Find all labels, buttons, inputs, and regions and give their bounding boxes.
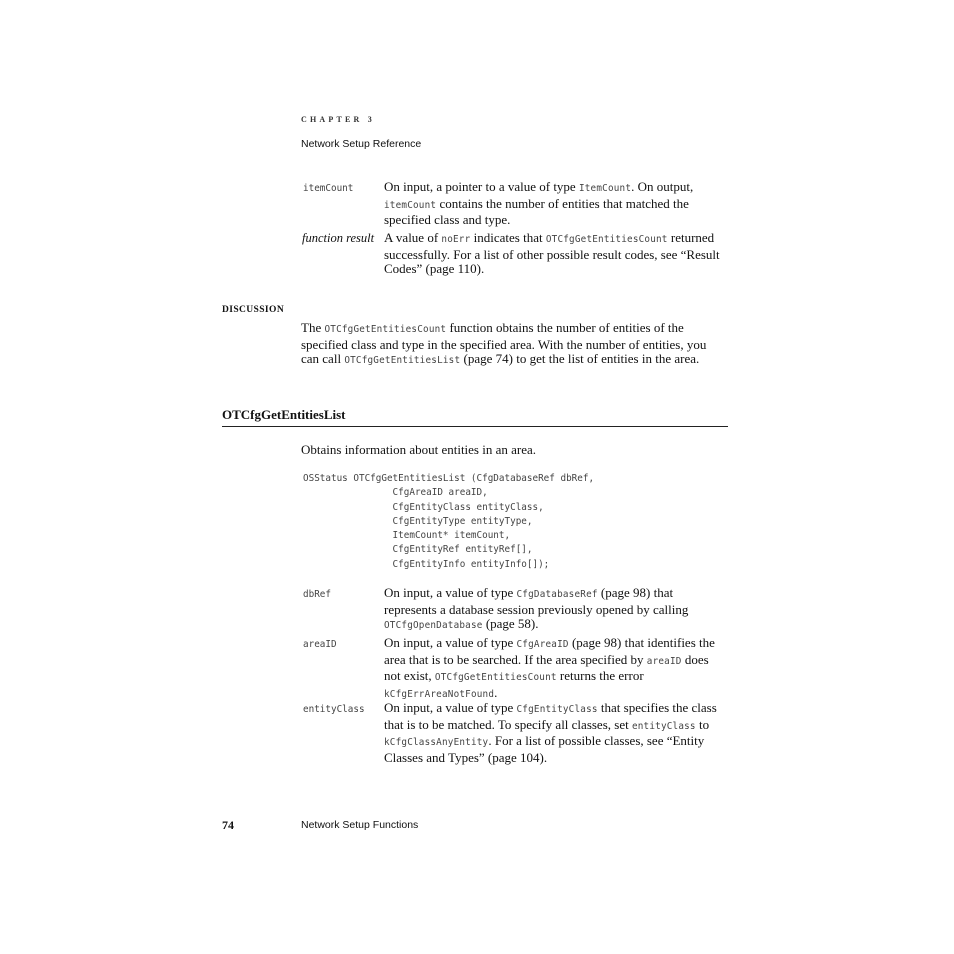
text-run: A value of — [384, 230, 442, 245]
section-summary: Obtains information about entities in an area. — [301, 442, 537, 457]
text-run: . — [494, 684, 498, 700]
code-line: CfgEntityRef entityRef[], — [303, 544, 533, 556]
param-name-entityclass: entityClass — [303, 704, 365, 715]
param-desc-itemcount — [384, 180, 726, 228]
param-name-areaid: areaID — [303, 639, 337, 650]
discussion-heading: DISCUSSION — [222, 305, 285, 315]
text-run: to — [695, 716, 710, 732]
discussion-text — [301, 321, 725, 369]
text-run: returns the error — [556, 668, 644, 684]
text-run: On input, a value of type — [384, 585, 517, 600]
text-run: . For a list of possible classes, see “Entity Classes and Types” (page 104). — [384, 733, 705, 765]
code-line: CfgAreaID areaID, — [303, 487, 488, 499]
text-run: (page 98) that represents a database session previously opened by calling — [384, 585, 689, 617]
inline-code: OTCfgGetEntitiesCount — [434, 672, 557, 684]
text-run: contains the number of entities that matched the specified class and type. — [384, 195, 689, 228]
code-line: CfgEntityInfo entityInfo[]); — [303, 558, 550, 570]
inline-code: kCfgClassAnyEntity — [384, 737, 489, 749]
inline-code: noErr — [441, 234, 471, 245]
text-run: The — [301, 320, 325, 335]
code-line: CfgEntityType entityType, — [303, 515, 533, 527]
inline-code: CfgAreaID — [516, 639, 569, 650]
inline-code: entityClass — [631, 720, 696, 732]
text-run: returned successfully. For a list of other possible result codes, see “Result Codes” (page 110). — [384, 230, 720, 277]
text-run: On input, a value of type — [384, 635, 517, 650]
chapter-label: CHAPTER 3 — [301, 115, 375, 124]
inline-code: OTCfgOpenDatabase — [384, 620, 483, 632]
text-run: function obtains the number of entities of the specified class and type in the specified area. With the number of entities, you can call — [301, 320, 707, 367]
text-run: (page 58). — [482, 616, 539, 632]
inline-code: OTCfgGetEntitiesCount — [324, 324, 447, 335]
inline-code: OTCfgGetEntitiesList — [344, 355, 461, 367]
inline-code: CfgDatabaseRef — [516, 589, 598, 600]
param-desc-dbref — [384, 586, 726, 634]
text-run: that specifies the class that is to be matched. To specify all classes, set — [384, 700, 717, 732]
section-title: OTCfgGetEntitiesList — [222, 407, 346, 422]
function-prototype — [303, 472, 594, 572]
code-line: OSStatus OTCfgGetEntitiesList (CfgDatabaseRef dbRef, — [303, 473, 595, 484]
footer-title: Network Setup Functions — [301, 819, 419, 831]
text-run: (page 98) that identifies the area that is to be searched. If the area specified by — [384, 635, 715, 667]
param-name-itemcount: itemCount — [303, 183, 354, 194]
param-name-function-result: function result — [302, 231, 375, 245]
param-desc-areaid — [384, 636, 726, 702]
text-run: indicates that — [470, 230, 546, 245]
page-number: 74 — [222, 818, 234, 832]
param-desc-function-result — [384, 231, 726, 277]
text-run: On input, a value of type — [384, 700, 517, 715]
text-run: (page 74) to get the list of entities in the area. — [460, 351, 700, 367]
text-run: does not exist, — [384, 651, 709, 684]
inline-code: OTCfgGetEntitiesCount — [545, 234, 668, 245]
inline-code: kCfgErrAreaNotFound — [384, 688, 495, 700]
inline-code: itemCount — [384, 199, 437, 211]
param-name-dbref: dbRef — [303, 589, 331, 600]
inline-code: CfgEntityClass — [516, 704, 598, 715]
code-line: ItemCount* itemCount, — [303, 530, 511, 542]
inline-code: areaID — [646, 655, 682, 667]
section-rule — [222, 426, 728, 427]
text-run: On input, a pointer to a value of type — [384, 179, 579, 194]
code-line: CfgEntityClass entityClass, — [303, 501, 544, 513]
inline-code: ItemCount — [578, 183, 632, 194]
text-run: . On output, — [631, 179, 694, 194]
running-title: Network Setup Reference — [301, 138, 422, 150]
param-desc-entityclass — [384, 701, 726, 765]
